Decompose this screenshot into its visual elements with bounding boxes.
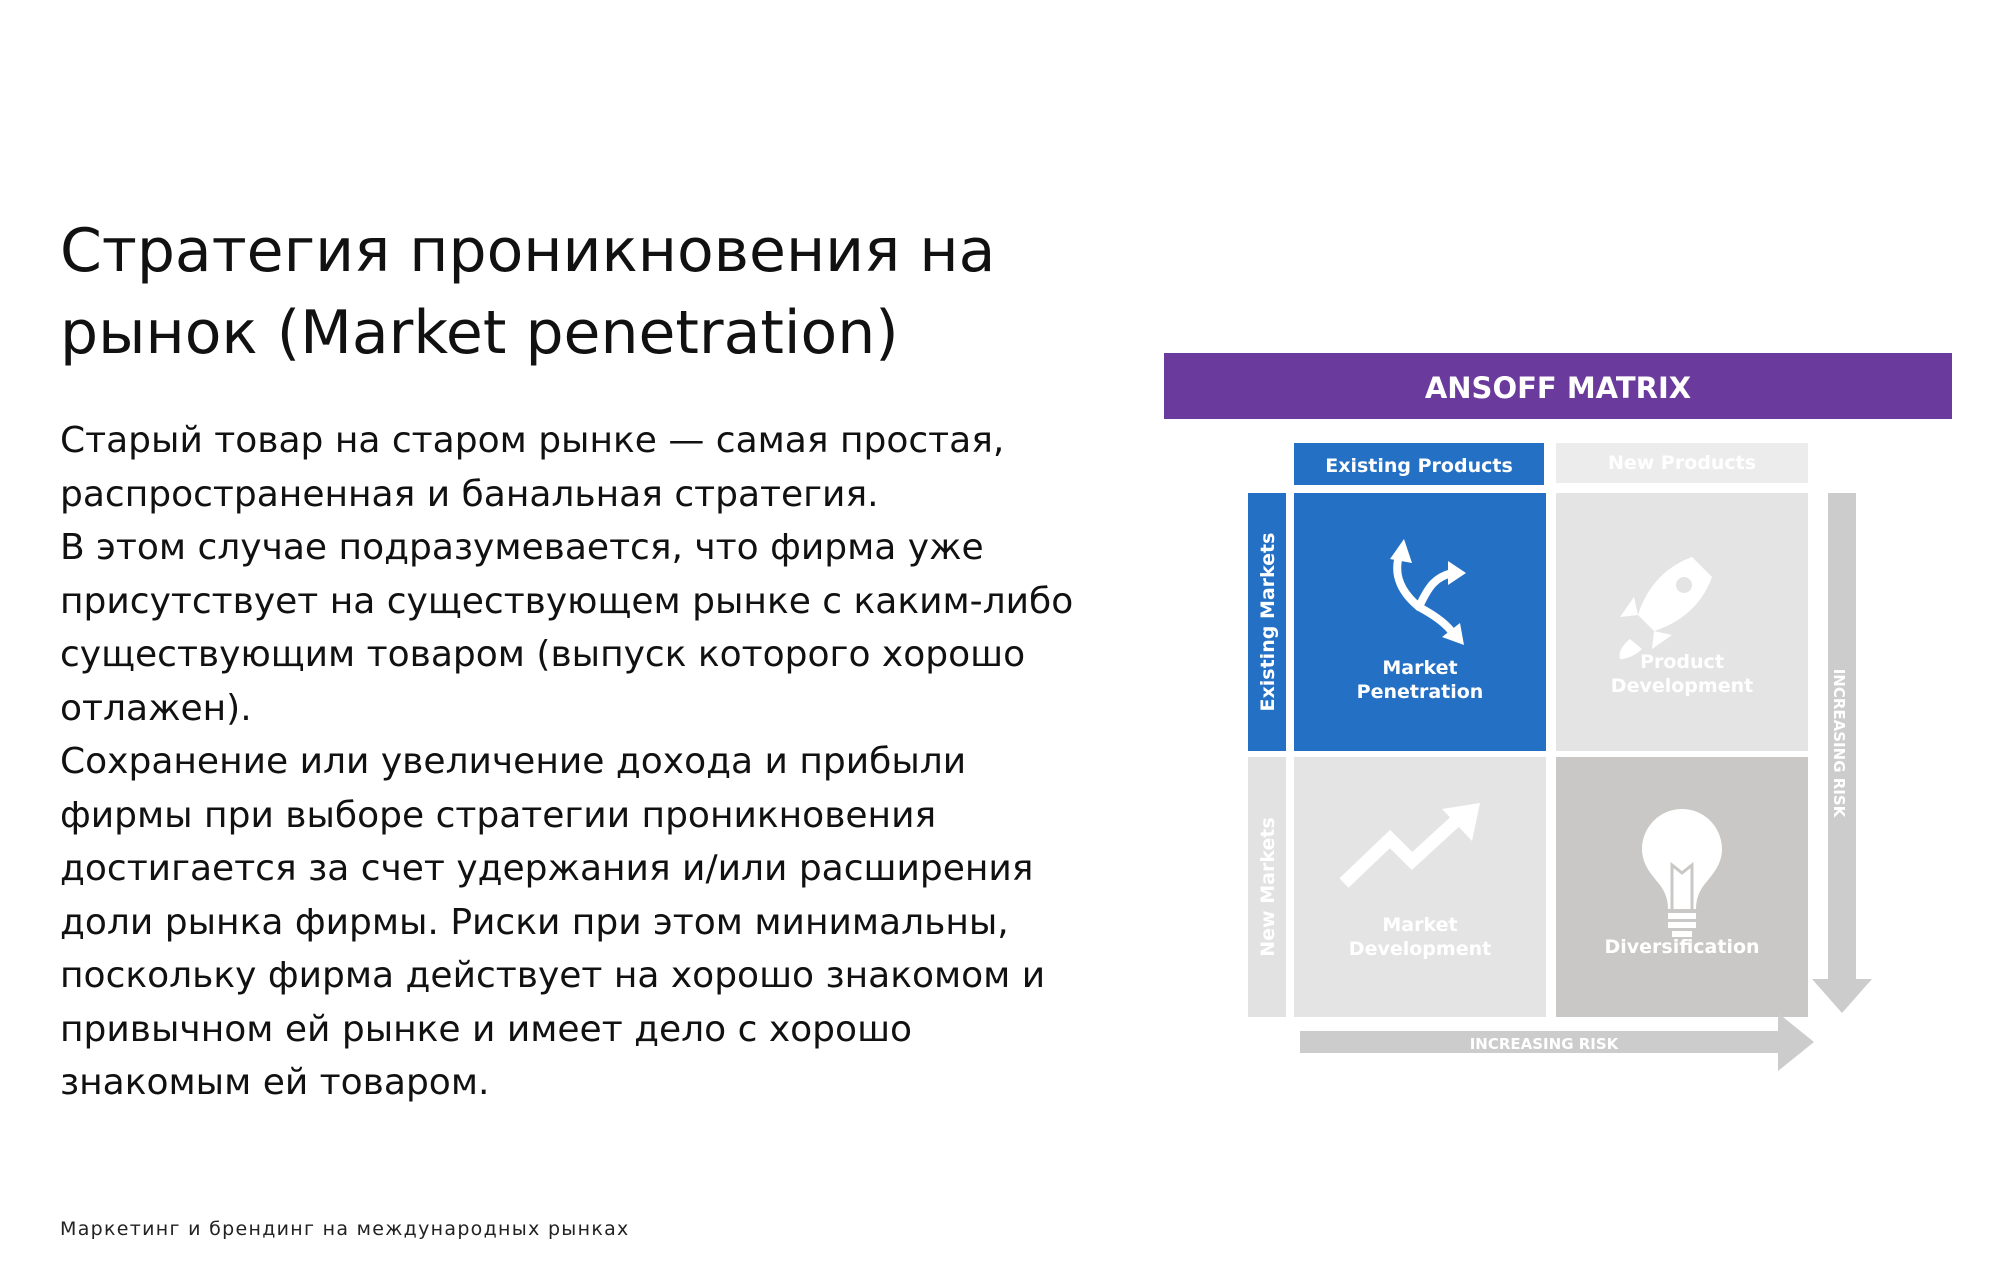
quadrant-product-development	[1556, 493, 1808, 751]
quadrant-market-development	[1294, 757, 1546, 1017]
column-header-new-label: New Products	[1607, 452, 1757, 474]
row-header-existing-label: Existing Markets	[1257, 532, 1279, 712]
matrix-header-title: ANSOFF MATRIX	[1424, 371, 1692, 405]
horizontal-risk-label: INCREASING RISK	[1469, 1035, 1619, 1053]
footer-text: Маркетинг и брендинг на международных рынках	[60, 1218, 630, 1240]
body-paragraph: В этом случае подразумевается, что фирма уже присутствует на существующем рынке с каким-либо существующим товаром (выпуск которого хорошо отлажен).	[60, 527, 1074, 729]
row-header-new-label: New Markets	[1257, 817, 1279, 957]
quadrant-label: Diversification	[1604, 936, 1760, 958]
body-paragraph: Сохранение или увеличение дохода и прибыли фирмы при выборе стратегии проникновения достигается за счет удержания и/или расширения доли рынка фирмы. Риски при этом минимальны, поскольку фирма действует на хорошо знакомом и привычном ей рынке и имеет дело с хорошо знакомым ей товаром.	[60, 741, 1046, 1103]
quadrant-label: Market	[1382, 657, 1458, 679]
vertical-risk-label: INCREASING RISK	[1830, 668, 1848, 818]
quadrant-market-penetration	[1294, 493, 1546, 751]
ansoff-matrix	[1164, 353, 1952, 1083]
quadrant-label: Development	[1610, 675, 1754, 697]
slide-body	[60, 414, 1100, 1110]
body-paragraph: Старый товар на старом рынке — самая простая, распространенная и банальная стратегия.	[60, 420, 1005, 515]
slide-title: Стратегия проникновения на рынок (Market penetration)	[60, 216, 996, 368]
rocket-window	[1676, 577, 1692, 593]
quadrant-label: Product	[1640, 651, 1724, 673]
column-header-existing-label: Existing Products	[1325, 455, 1513, 477]
quadrant-label: Market	[1382, 914, 1458, 936]
quadrant-label: Development	[1348, 938, 1492, 960]
ansoff-matrix-graphic	[1164, 353, 1952, 1083]
quadrant-label: Penetration	[1356, 681, 1484, 703]
